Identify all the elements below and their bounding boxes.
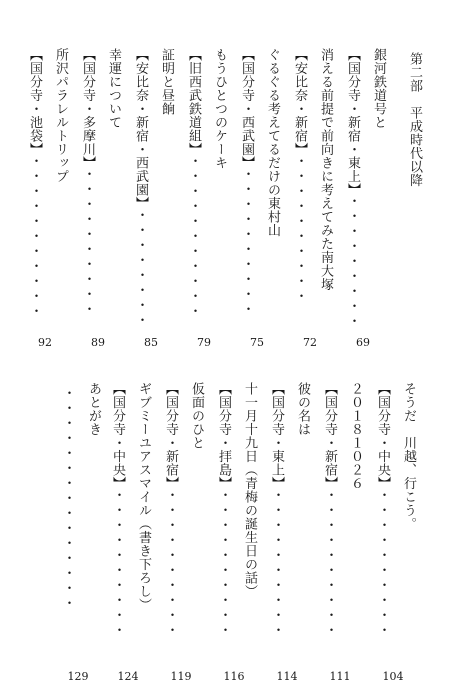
page-number: 124 <box>117 670 139 683</box>
page-number: 111 <box>329 670 351 683</box>
page-number: 85 <box>144 336 158 349</box>
toc-entry[interactable] <box>229 48 279 348</box>
entry-title: ２０１８１０２６ <box>348 382 363 490</box>
toc-entry[interactable] <box>100 382 150 682</box>
entry-title: 証明と昼餉 <box>159 48 174 116</box>
entry-title: 消える前提で前向きに考えてみた南大塚 <box>318 48 333 291</box>
part-heading: 第二部 平成時代以降 <box>407 52 422 187</box>
entry-title: 銀河鉄道号と <box>371 48 386 129</box>
entry-note: 【国分寺・中央】・・・・・・・・・・ <box>375 382 390 638</box>
entry-note <box>50 382 74 611</box>
leader-dots: ・・・・・・・・・・ <box>110 487 125 638</box>
toc-entry[interactable] <box>206 382 256 682</box>
entry-title: 所沢パラレルトリップ <box>53 48 68 183</box>
leader-dots: ・・・・・・・・・・ <box>269 487 284 638</box>
entry-title: そうだ 川越、行こう。 <box>401 382 416 531</box>
page-number: 129 <box>67 670 89 683</box>
toc-entry[interactable] <box>123 48 173 348</box>
entry-note: 【国分寺・拝島】・・・・・・・・・・ <box>216 382 231 638</box>
entry-title: あとがき <box>86 382 101 436</box>
entry-note: 【国分寺・西武園】・・・・・・・・・・ <box>239 48 254 317</box>
leader-dots: ・・・・・・・・・・・ <box>186 153 201 319</box>
entry-note: 【安比奈・新宿】・・・・・・・・・・ <box>292 48 307 304</box>
page-number: 72 <box>303 336 317 349</box>
entry-note: 【国分寺・中央】・・・・・・・・・・ <box>110 382 125 638</box>
entry-note: 【国分寺・新宿・東上】・・・・・・・・・ <box>345 48 360 329</box>
page-number: 75 <box>250 336 264 349</box>
leader-dots: ・・・・・・・・・・・ <box>27 153 42 319</box>
toc-entry[interactable] <box>259 382 309 682</box>
toc-entry[interactable] <box>365 382 415 682</box>
toc-entry[interactable] <box>282 48 332 348</box>
toc-entry[interactable] <box>153 382 203 682</box>
toc-entry[interactable] <box>335 48 385 348</box>
leader-dots: ・・・・・・・・・・ <box>375 487 390 638</box>
entry-note: 【国分寺・多摩川】・・・・・・・・・・ <box>80 48 95 317</box>
page-number: 116 <box>223 670 245 683</box>
entry-title: 幸運について <box>106 48 121 129</box>
leader-dots: ・・・・・・・・・・ <box>80 167 95 317</box>
entry-note: 【国分寺・新宿】・・・・・・・・・・ <box>163 382 178 638</box>
page-number: 92 <box>38 336 52 349</box>
entry-title: ギブミーユアスマイル（書き下ろし） <box>136 382 151 612</box>
toc-entry[interactable] <box>50 382 100 682</box>
leader-dots: ・・・・・・・・・・ <box>322 487 337 638</box>
entry-title: ぐるぐる考えてるだけの東村山 <box>265 48 280 237</box>
page-number: 114 <box>276 670 298 683</box>
entry-note: 【国分寺・池袋】・・・・・・・・・・・ <box>27 48 42 319</box>
entry-title: もうひとつのケーキ <box>212 48 227 170</box>
entry-title: 仮面のひと <box>189 382 204 450</box>
leader-dots: ・・・・・・・・ <box>133 207 148 328</box>
page-number: 89 <box>91 336 105 349</box>
entry-title: 彼の名は <box>295 382 310 436</box>
page-number: 104 <box>382 670 404 683</box>
leader-dots: ・・・・・・・・・・・・・・・ <box>60 386 75 611</box>
page-number: 119 <box>170 670 192 683</box>
entry-note: 【国分寺・東上】・・・・・・・・・・ <box>269 382 284 638</box>
leader-dots: ・・・・・・・・・・ <box>292 153 307 304</box>
entry-note: 【旧西武鉄道組】・・・・・・・・・・・ <box>186 48 201 319</box>
entry-note: 【安比奈・新宿・西武園】・・・・・・・・ <box>133 48 148 328</box>
entry-note: 【国分寺・新宿】・・・・・・・・・・ <box>322 382 337 638</box>
entry-title: 十一月十九日（青梅の誕生日の話） <box>242 382 257 598</box>
page-number: 79 <box>197 336 211 349</box>
leader-dots: ・・・・・・・・・・ <box>216 487 231 638</box>
toc-entry[interactable] <box>176 48 226 348</box>
leader-dots: ・・・・・・・・・・ <box>239 167 254 317</box>
leader-dots: ・・・・・・・・・ <box>345 194 360 329</box>
toc-entry[interactable] <box>17 48 67 348</box>
page-number: 69 <box>356 336 370 349</box>
toc-entry[interactable] <box>312 382 362 682</box>
toc-entry[interactable] <box>70 48 120 348</box>
leader-dots: ・・・・・・・・・・ <box>163 487 178 638</box>
